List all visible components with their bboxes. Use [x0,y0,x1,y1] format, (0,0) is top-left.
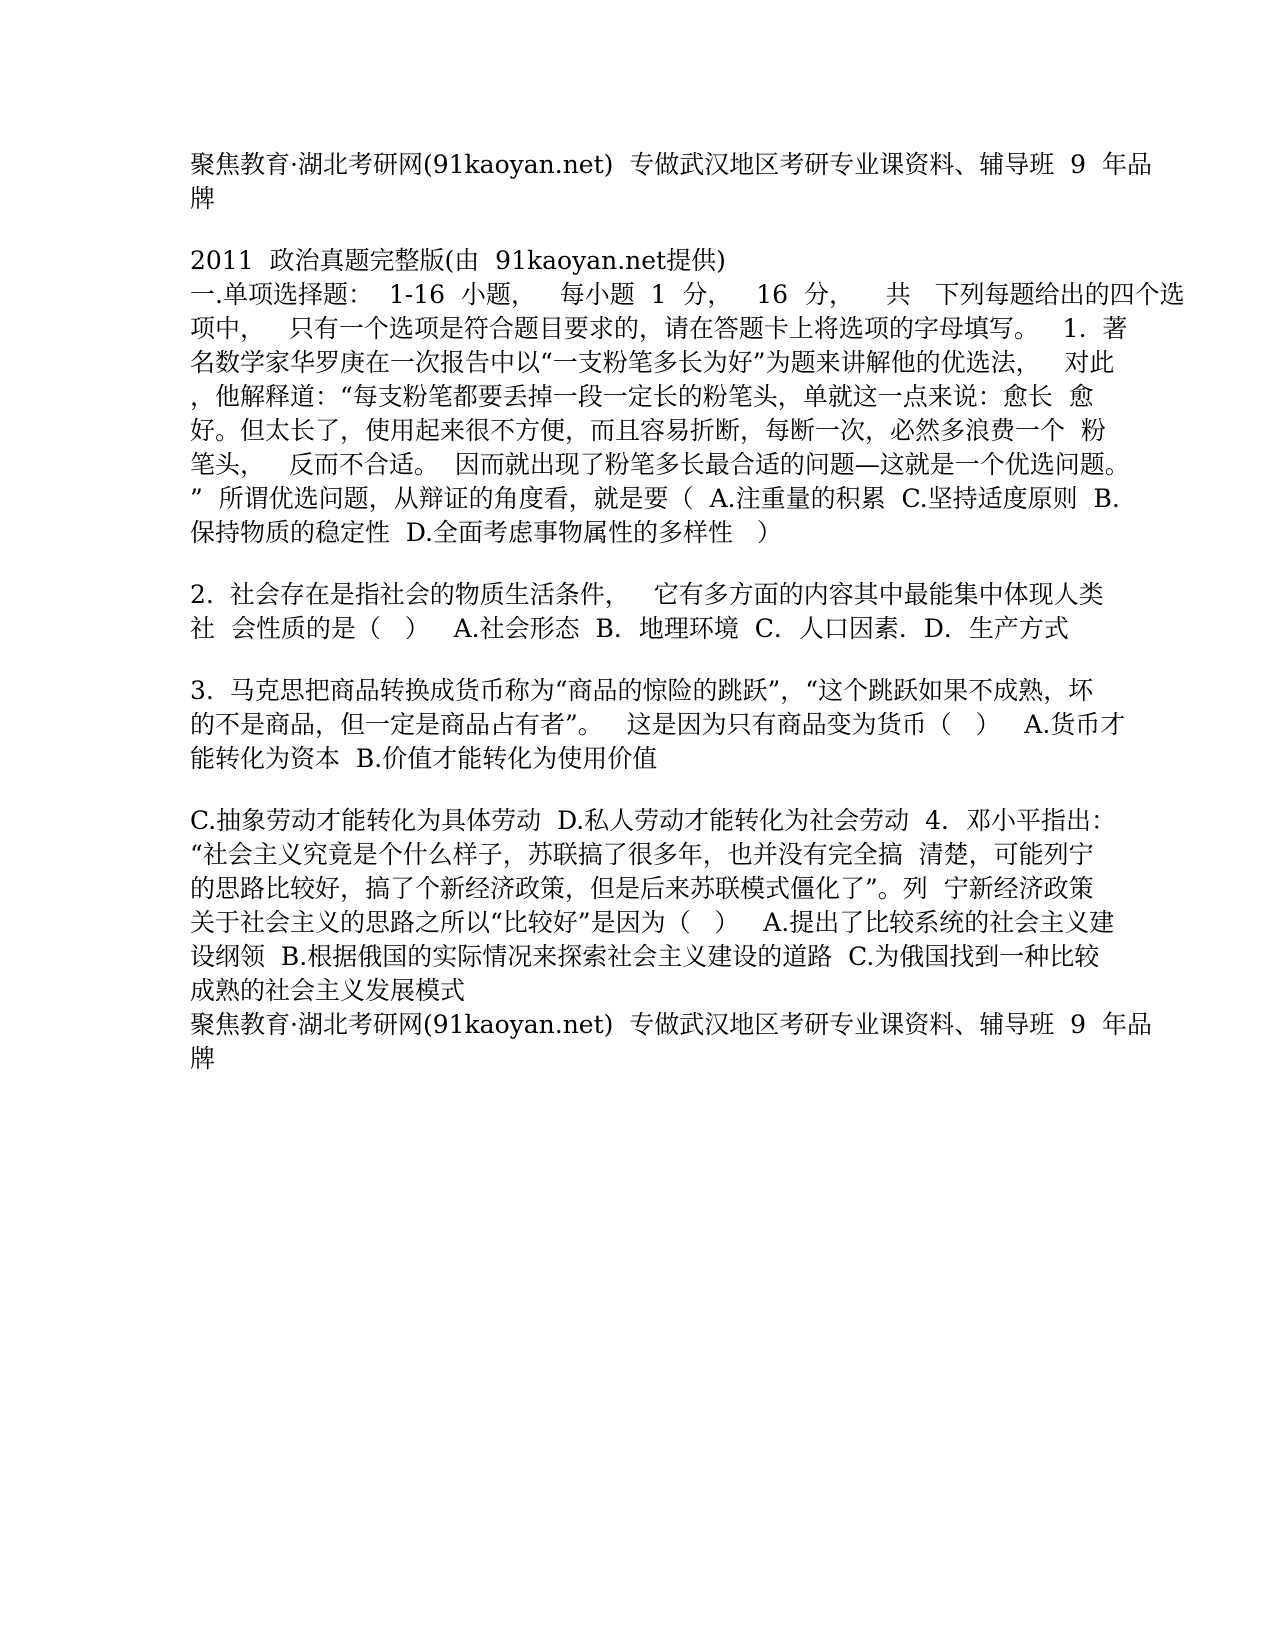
spacer [190,646,1095,674]
document-title: 2011 政治真题完整版(由 91kaoyan.net提供) [190,246,726,275]
paragraph-line: 好。但太长了，使用起来很不方便，而且容易折断，每断一次，必然多浪费一个 粉 [190,416,1106,445]
question-block-1 [190,278,1185,550]
header-line: 牌 [190,184,216,213]
paragraph-line: ” 所谓优选问题，从辩证的角度看，就是要（ A.注重量的积累 C.坚持适度原则 B. [190,484,1120,513]
page-footer [190,1008,1152,1076]
question-block-3 [190,674,1126,776]
paragraph-line: 社 会性质的是（ ） A.社会形态 B．地理环境 C．人口因素．D．生产方式 [190,614,1069,643]
paragraph-line: 设纲领 B.根据俄国的实际情况来探索社会主义建设的道路 C.为俄国找到一种比较 [190,942,1100,971]
paragraph-line: 3. 马克思把商品转换成货币称为“商品的惊险的跳跃”，“这个跳跃如果不成熟，坏 [190,676,1094,705]
question-block-2 [190,578,1104,646]
paragraph-line: 笔头， 反而不合适。 因而就出现了粉笔多长最合适的问题—这就是一个优选问题。 [190,450,1130,479]
page-header [190,148,1152,216]
header-line: 聚焦教育·湖北考研网(91kaoyan.net) 专做武汉地区考研专业课资料、辅导班 9 年品 [190,150,1152,179]
spacer [190,776,1095,804]
document-page [190,148,1185,1076]
paragraph-line: ，他解释道：“每支粉笔都要丢掉一段一定长的粉笔头，单就这一点来说：愈长 愈 [190,382,1094,411]
paragraph-line: 2. 社会存在是指社会的物质生活条件， 它有多方面的内容其中最能集中体现人类 [190,580,1104,609]
paragraph-line: 项中， 只有一个选项是符合题目要求的，请在答题卡上将选项的字母填写。 1. 著 [190,314,1128,343]
paragraph-line: 名数学家华罗庚在一次报告中以“一支粉笔多长为好”为题来讲解他的优选法， 对此 [190,348,1115,377]
spacer [190,216,1095,244]
paragraph-line: 关于社会主义的思路之所以“比较好”是因为（ ） A.提出了比较系统的社会主义建 [190,908,1115,937]
paragraph-line: 成熟的社会主义发展模式 [190,976,466,1005]
paragraph-line: 的思路比较好，搞了个新经济政策，但是后来苏联模式僵化了”。列 宁新经济政策 [190,874,1094,903]
paragraph-line: “社会主义究竟是个什么样子，苏联搞了很多年，也并没有完全搞 清楚，可能列宁 [190,840,1094,869]
footer-line: 聚焦教育·湖北考研网(91kaoyan.net) 专做武汉地区考研专业课资料、辅导班 9 年品 [190,1010,1152,1039]
footer-line: 牌 [190,1044,216,1073]
paragraph-line: 一.单项选择题： 1-16 小题， 每小题 1 分， 16 分， 共 下列每题给出的四个选 [190,280,1185,309]
paragraph-line: 能转化为资本 B.价值才能转化为使用价值 [190,744,658,773]
paragraph-line: 的不是商品，但一定是商品占有者”。 这是因为只有商品变为货币（ ） A.货币才 [190,710,1126,739]
paragraph-line: C.抽象劳动才能转化为具体劳动 D.私人劳动才能转化为社会劳动 4．邓小平指出： [190,806,1116,835]
spacer [190,550,1095,578]
paragraph-line: 保持物质的稳定性 D.全面考虑事物属性的多样性 ） [190,518,782,547]
question-block-4 [190,804,1116,1008]
